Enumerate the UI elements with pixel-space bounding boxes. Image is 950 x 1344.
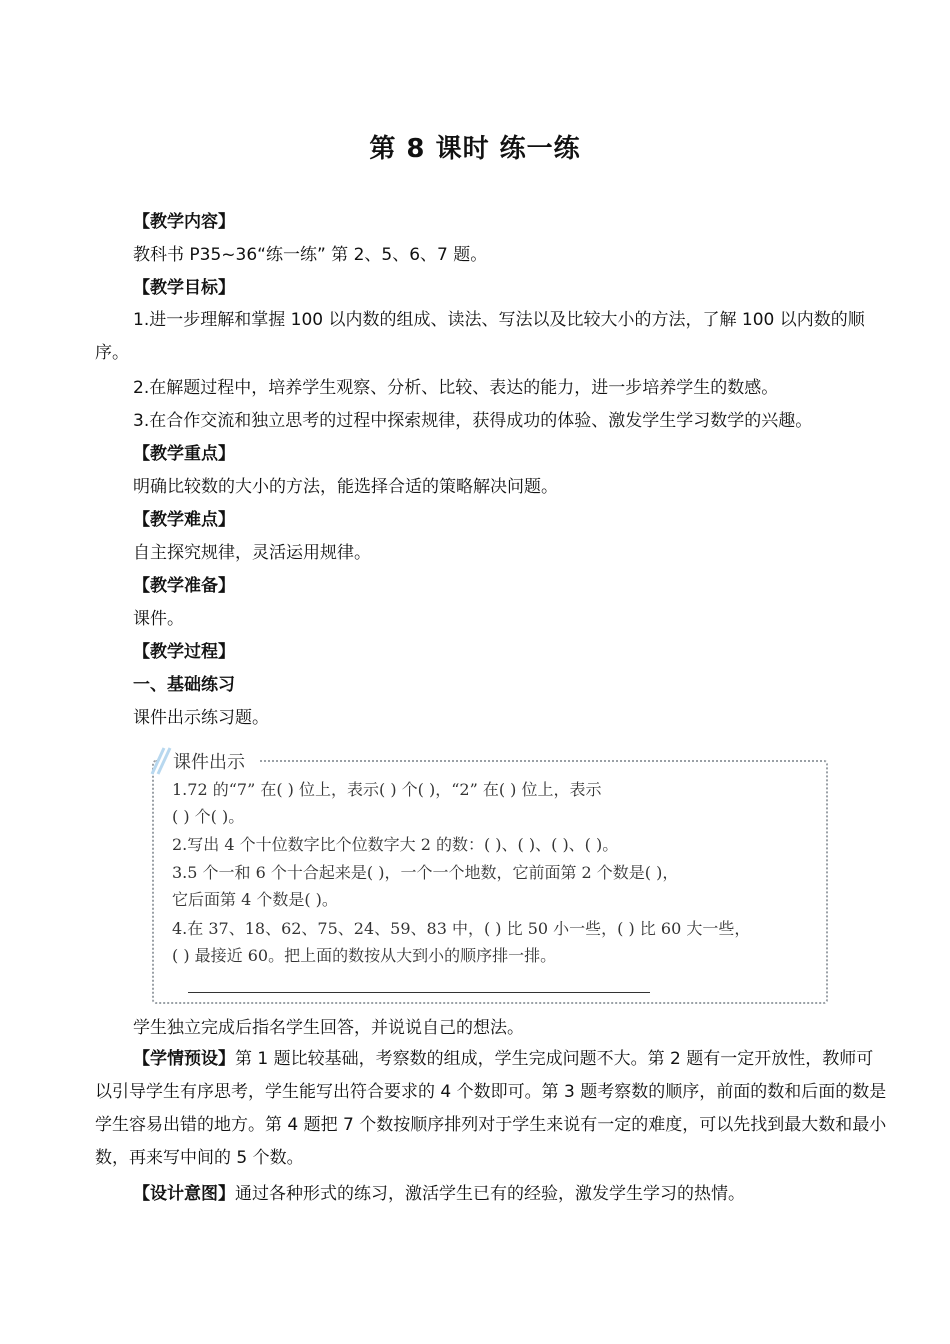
goal-3: 3.在合作交流和独立思考的过程中探索规律，获得成功的体验、激发学生学习数学的兴趣。 xyxy=(133,411,813,431)
section-heading-goals: 【教学目标】 xyxy=(133,278,235,298)
section-heading-content: 【教学内容】 xyxy=(133,212,235,232)
exercise-line: ( ) 最接近 60。把上面的数按从大到小的顺序排一排。 xyxy=(172,946,557,965)
exercise-line: ( ) 个( )。 xyxy=(172,807,245,826)
prep-text: 课件。 xyxy=(133,609,184,629)
forecast-text: 第 1 题比较基础，考察数的组成，学生完成问题不大。第 2 题有一定开放性，教师可以引导学生有序思考，学生能写出符合要求的 4 个数即可。第 3 题考察数的顺序，前面的数和后面的数是学生容易出错的地方。第 4 题把 7 个数按顺序排列对于学生来说有一定的难度，可以先找到最大数和最小数，再来写中间的 5 个数。 xyxy=(95,1049,887,1168)
exercise-box-label: 课件出示 xyxy=(173,752,245,773)
design-heading: 【设计意图】 xyxy=(133,1184,235,1204)
exercise-line: 2.写出 4 个十位数字比个位数字大 2 的数：( )、( )、( )、( )。 xyxy=(172,835,619,854)
answer-line xyxy=(188,992,650,993)
section-heading-process: 【教学过程】 xyxy=(133,642,235,662)
content-text: 教科书 P35~36“练一练” 第 2、5、6、7 题。 xyxy=(133,245,488,265)
difficulty-text: 自主探究规律，灵活运用规律。 xyxy=(133,543,371,563)
goal-1 xyxy=(95,304,890,370)
design-paragraph xyxy=(133,1183,745,1205)
goal-2: 2.在解题过程中，培养学生观察、分析、比较、表达的能力，进一步培养学生的数感。 xyxy=(133,378,779,398)
exercise-line: 3.5 个一和 6 个十合起来是( )，一个一个地数，它前面第 2 个数是( )， xyxy=(172,863,679,882)
forecast-paragraph xyxy=(95,1043,890,1175)
section-heading-prep: 【教学准备】 xyxy=(133,576,235,596)
forecast-heading: 【学情预设】 xyxy=(133,1049,235,1069)
exercise-line: 它后面第 4 个数是( )。 xyxy=(172,890,338,909)
exercise-line: 4.在 37、18、62、75、24、59、83 中，( ) 比 50 小一些，( ) 比 60 大一些， xyxy=(172,919,751,938)
part-1-intro: 课件出示练习题。 xyxy=(133,708,269,728)
exercise-line: 1.72 的“7” 在( ) 位上，表示( ) 个( )，“2” 在( ) 位上，表示 xyxy=(172,780,602,799)
design-text: 通过各种形式的练习，激活学生已有的经验，激发学生学习的热情。 xyxy=(235,1184,745,1204)
answer-text: 学生独立完成后指名学生回答，并说说自己的想法。 xyxy=(133,1018,524,1038)
part-1-heading: 一、基础练习 xyxy=(133,675,235,695)
key-text: 明确比较数的大小的方法，能选择合适的策略解决问题。 xyxy=(133,477,558,497)
section-heading-difficulty: 【教学难点】 xyxy=(133,510,235,530)
goal-1-text: 1.进一步理解和掌握 100 以内数的组成、读法、写法以及比较大小的方法，了解 100 以内数的顺序。 xyxy=(95,310,865,363)
section-heading-key: 【教学重点】 xyxy=(133,444,235,464)
page-title: 第 8 课时 练一练 xyxy=(369,134,581,164)
